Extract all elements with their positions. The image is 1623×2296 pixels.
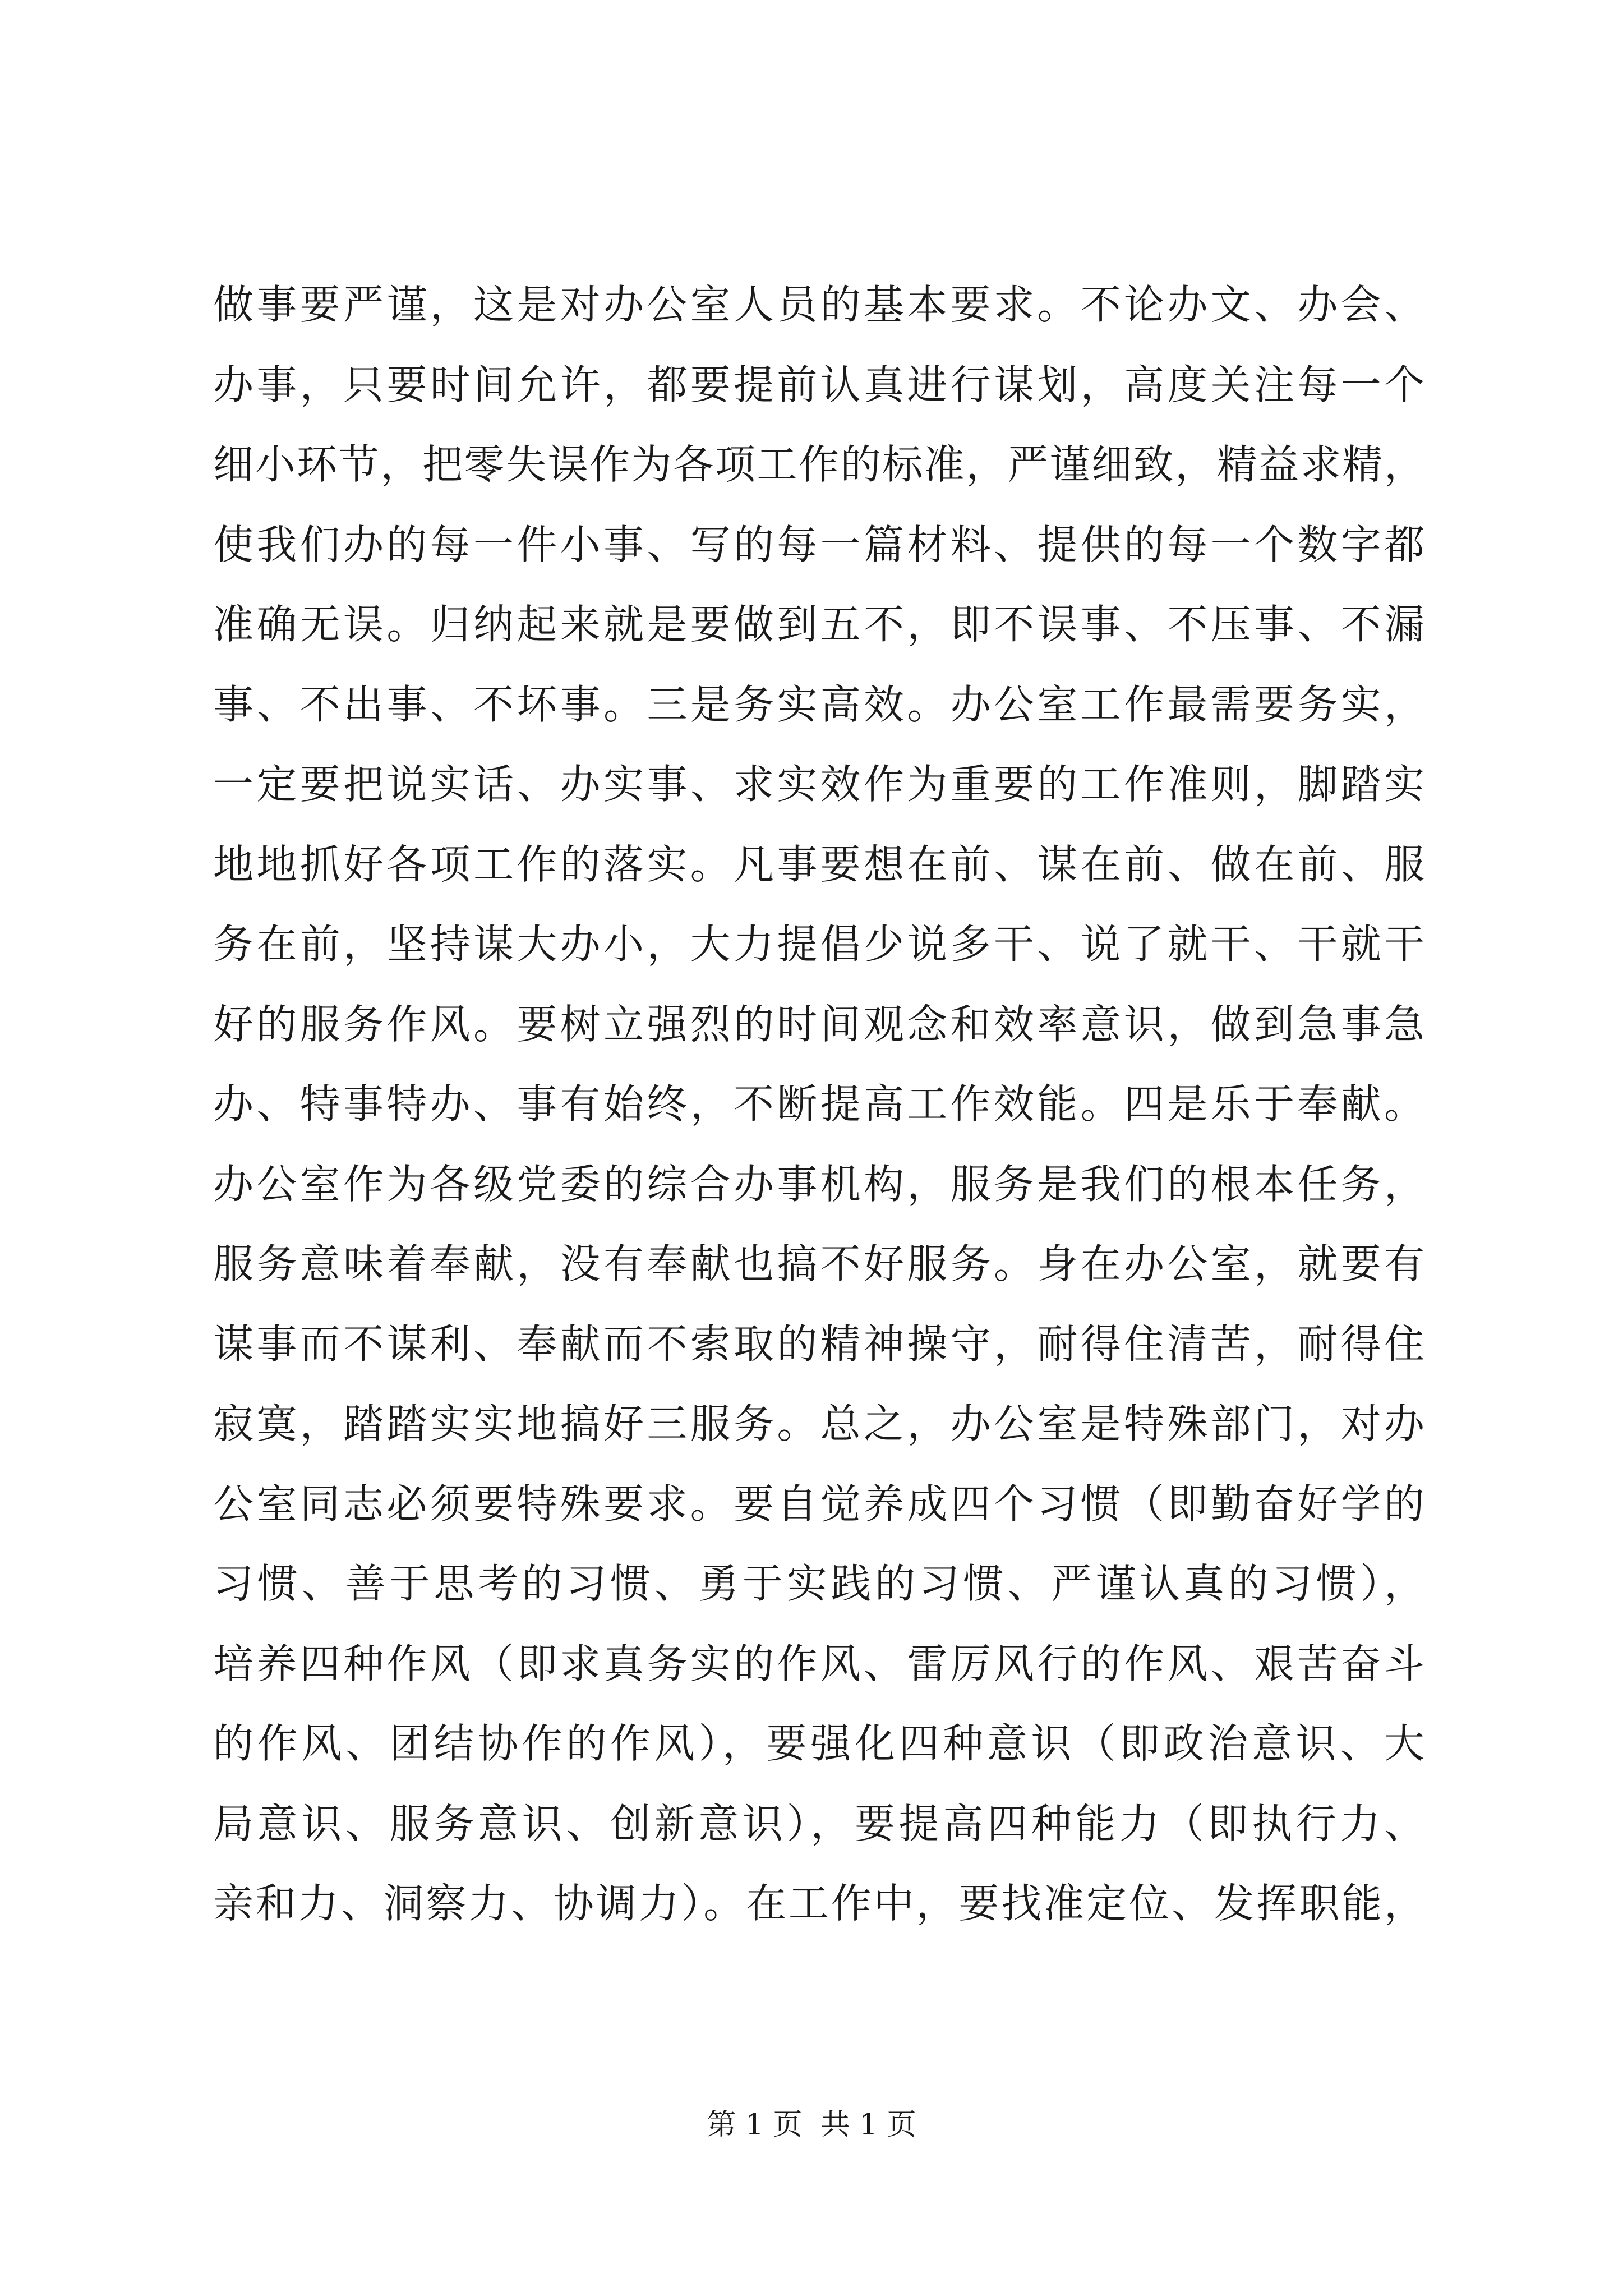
text-line: 培养四种作风（即求真务实的作风、雷厉风行的作风、艰苦奋斗 [213, 1640, 1424, 1687]
page-number-footer: 第 1 页 共 1 页 [707, 2108, 916, 2142]
text-line: 办公室作为各级党委的综合办事机构，服务是我们的根本任务， [213, 1160, 1424, 1208]
text-line: 务在前，坚持谋大办小，大力提倡少说多干、说了就干、干就干 [213, 921, 1424, 968]
text-line: 好的服务作风。要树立强烈的时间观念和效率意识，做到急事急 [213, 1000, 1424, 1048]
text-line: 谋事而不谋利、奉献而不索取的精神操守，耐得住清苦，耐得住 [213, 1320, 1424, 1368]
text-line: 准确无误。归纳起来就是要做到五不，即不误事、不压事、不漏 [213, 601, 1424, 648]
text-line: 习惯、善于思考的习惯、勇于实践的习惯、严谨认真的习惯）， [213, 1560, 1424, 1607]
text-line: 局意识、服务意识、创新意识），要提高四种能力（即执行力、 [213, 1800, 1424, 1847]
text-line: 地地抓好各项工作的落实。凡事要想在前、谋在前、做在前、服 [213, 840, 1424, 888]
text-line: 寂寞，踏踏实实地搞好三服务。总之，办公室是特殊部门，对办 [213, 1400, 1424, 1447]
text-line: 做事要严谨，这是对办公室人员的基本要求。不论办文、办会、 [213, 281, 1424, 328]
text-line: 办、特事特办、事有始终，不断提高工作效能。四是乐于奉献。 [213, 1080, 1424, 1128]
text-line: 事、不出事、不坏事。三是务实高效。办公室工作最需要务实， [213, 680, 1424, 728]
text-line: 细小环节，把零失误作为各项工作的标准，严谨细致，精益求精， [213, 441, 1424, 488]
text-line: 办事，只要时间允许，都要提前认真进行谋划，高度关注每一个 [213, 361, 1424, 408]
text-line: 使我们办的每一件小事、写的每一篇材料、提供的每一个数字都 [213, 521, 1424, 568]
text-line: 公室同志必须要特殊要求。要自觉养成四个习惯（即勤奋好学的 [213, 1480, 1424, 1527]
text-line: 一定要把说实话、办实事、求实效作为重要的工作准则，脚踏实 [213, 761, 1424, 808]
text-line: 的作风、团结协作的作风），要强化四种意识（即政治意识、大 [213, 1720, 1424, 1767]
text-line: 亲和力、洞察力、协调力）。在工作中，要找准定位、发挥职能， [213, 1880, 1424, 1927]
text-line: 服务意味着奉献，没有奉献也搞不好服务。身在办公室，就要有 [213, 1240, 1424, 1287]
body-paragraph [213, 265, 1424, 1944]
